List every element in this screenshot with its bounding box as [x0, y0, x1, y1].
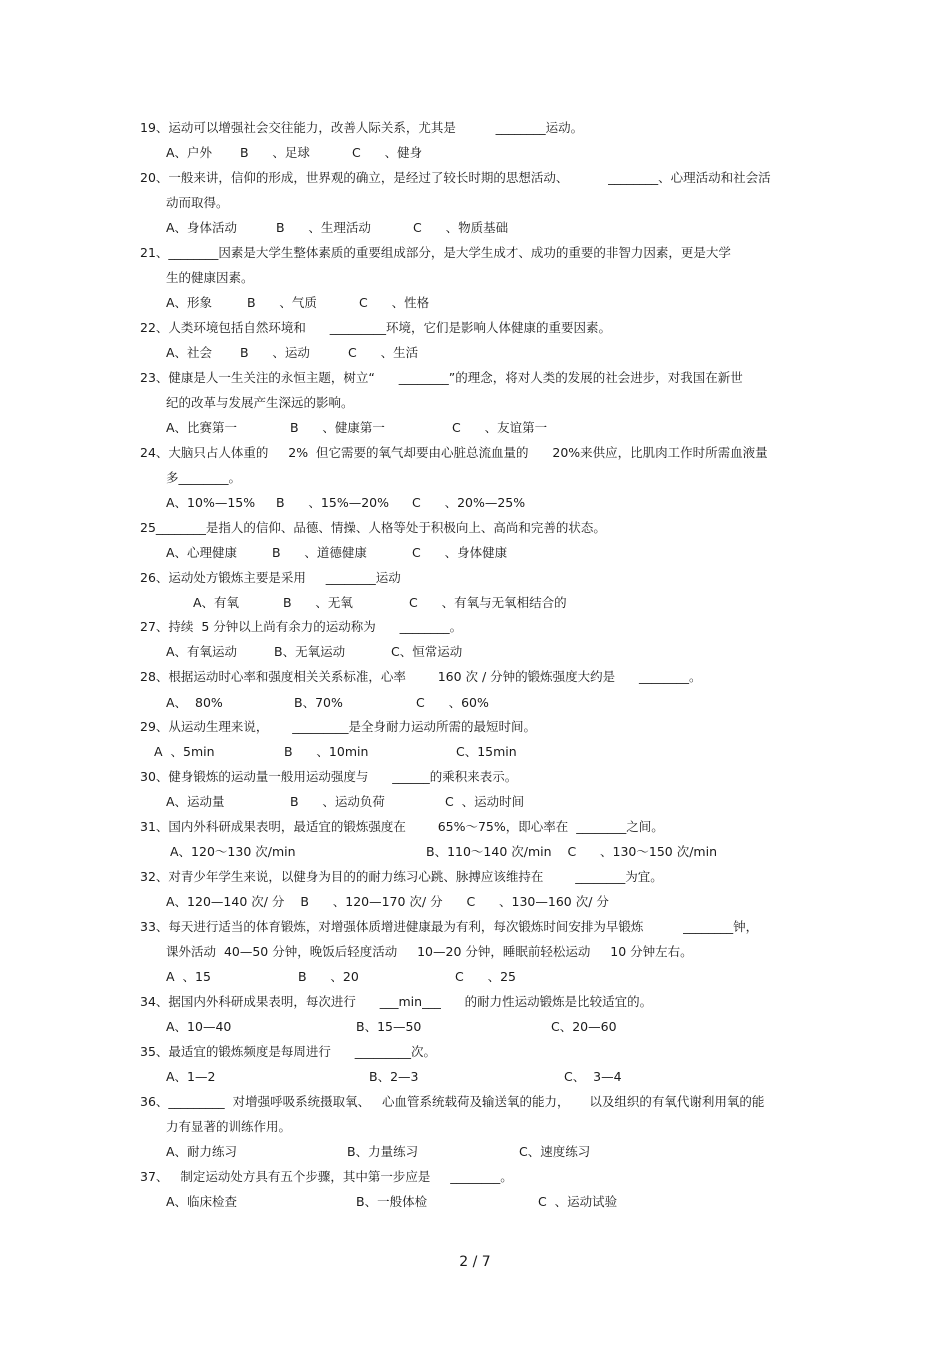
options-23 [166, 420, 548, 436]
option-c: C 、生活 [348, 345, 419, 360]
option-a: A、身体活动 [166, 220, 238, 235]
page-number: 2 / 7 [459, 1254, 491, 1270]
option-b: B、无氧运动 [274, 644, 346, 659]
question-36: 36、_________ 对增强呼吸系统摄取氧、 心血管系统载荷及输送氧的能力， 以及组织的有氧代谢利用氧的能 [140, 1094, 765, 1109]
question-24: 24、大脑只占人体重的 2% 但它需要的氧气却要由心脏总流血量的 20%来供应，比肌肉工作时所需血液量 [140, 445, 768, 460]
option-c: C、 3—4 [564, 1069, 622, 1084]
option-c: C 、友谊第一 [452, 420, 548, 435]
option-c: C 、身体健康 [412, 545, 508, 560]
options-19 [166, 145, 423, 161]
option-a: A、10%—15% [166, 495, 256, 510]
options-35 [166, 1069, 622, 1085]
option-a: A、户外 [166, 145, 213, 160]
option-a: A、1—2 [166, 1069, 216, 1084]
question-31: 31、国内外科研成果表明，最适宜的锻炼强度在 65%～75%，即心率在 ________之间。 [140, 819, 664, 834]
option-a: A、临床检查 [166, 1194, 238, 1209]
option-c: C、15min [456, 744, 517, 759]
options-21 [166, 295, 430, 311]
options-27 [166, 644, 463, 660]
option-b: B、一般体检 [356, 1194, 428, 1209]
option-b: B 、健康第一 [290, 420, 385, 435]
question-28: 28、根据运动时心率和强度相关关系标准，心率 160 次 / 分钟的锻炼强度大约是 ________。 [140, 669, 702, 684]
question-33: 33、每天进行适当的体育锻炼，对增强体质增进健康最为有利，每次锻炼时间安排为早锻炼 ________钟， [140, 919, 759, 934]
option-c: C 、运动试验 [538, 1194, 618, 1209]
question-29: 29、从运动生理来说， _________是全身耐力运动所需的最短时间。 [140, 719, 536, 734]
question-26: 26、运动处方锻炼主要是采用 ________运动 [140, 570, 401, 585]
option-b: B 、无氧 [283, 595, 353, 610]
options-36 [166, 1144, 591, 1160]
options-34 [166, 1019, 617, 1035]
options-30 [166, 794, 525, 810]
question-23-cont: 纪的改革与发展产生深远的影响。 [166, 395, 354, 410]
options-28 [166, 695, 489, 711]
question-33-cont: 课外活动 40—50 分钟，晚饭后轻度活动 10—20 分钟，睡眠前轻松运动 10 分钟左右。 [166, 944, 693, 959]
option-a: A、比赛第一 [166, 420, 238, 435]
option-c: C、速度练习 [519, 1144, 591, 1159]
question-21: 21、________因素是大学生整体素质的重要组成部分，是大学生成才、成功的重要的非智力因素，更是大学 [140, 245, 731, 260]
option-c: C 、运动时间 [445, 794, 525, 809]
question-21-cont: 生的健康因素。 [166, 270, 254, 285]
option-c: C 、20%—25% [412, 495, 526, 510]
options-26 [193, 595, 567, 611]
question-35: 35、最适宜的锻炼频度是每周进行 _________次。 [140, 1044, 436, 1059]
option-a: A、 80% [166, 695, 223, 710]
option-a-b-c: A、120—140 次/ 分 B 、120—170 次/ 分 C 、130—160 次/ 分 [166, 894, 609, 909]
option-b: B 、10min [284, 744, 369, 759]
question-19: 19、运动可以增强社会交往能力，改善人际关系，尤其是 ________运动。 [140, 120, 584, 135]
option-c: C 、有氧与无氧相结合的 [409, 595, 567, 610]
options-25 [166, 545, 508, 561]
option-a: A、10—40 [166, 1019, 232, 1034]
options-22 [166, 345, 419, 361]
options-37 [166, 1194, 618, 1210]
question-23: 23、健康是人一生关注的永恒主题，树立“ ________”的理念，将对人类的发展的社会进步，对我国在新世 [140, 370, 743, 385]
option-a: A、有氧 [193, 595, 240, 610]
question-25: 25________是指人的信仰、品德、情操、人格等处于积极向上、高尚和完善的状态。 [140, 520, 606, 535]
option-c: C 、60% [416, 695, 489, 710]
option-b: B、70% [294, 695, 343, 710]
options-29 [154, 744, 517, 760]
option-a: A、运动量 [166, 794, 225, 809]
question-24-cont: 多________。 [166, 470, 242, 485]
option-b: B 、运动 [240, 345, 310, 360]
question-37: 37、 制定运动处方具有五个步骤，其中第一步应是 ________。 [140, 1169, 513, 1184]
option-c: C、恒常运动 [391, 644, 463, 659]
question-27: 27、持续 5 分钟以上尚有余力的运动称为 ________。 [140, 619, 463, 634]
option-b: B、15—50 [356, 1019, 422, 1034]
option-c: C 、健身 [352, 145, 423, 160]
options-20 [166, 220, 509, 236]
option-b: B 、20 [298, 969, 359, 984]
option-a: A、社会 [166, 345, 213, 360]
option-b: B、2—3 [369, 1069, 419, 1084]
option-a: A、120～130 次/min [170, 844, 296, 859]
option-a: A 、15 [166, 969, 211, 984]
question-22: 22、人类环境包括自然环境和 _________环境，它们是影响人体健康的重要因素。 [140, 320, 611, 335]
options-33 [166, 969, 516, 985]
option-a: A、心理健康 [166, 545, 238, 560]
option-c: C、20—60 [551, 1019, 617, 1034]
option-b: B 、15%—20% [276, 495, 389, 510]
option-b-c: B、110～140 次/min C 、130～150 次/min [426, 844, 717, 859]
options-24 [166, 495, 526, 511]
option-b: B 、气质 [247, 295, 317, 310]
options-32 [166, 894, 609, 910]
option-c: C 、物质基础 [413, 220, 509, 235]
options-31 [166, 844, 717, 860]
question-20: 20、一般来讲，信仰的形成，世界观的确立，是经过了较长时期的思想活动、 ________、心理活动和社会活 [140, 170, 771, 185]
option-c: C 、25 [455, 969, 516, 984]
option-b: B 、道德健康 [272, 545, 367, 560]
question-30: 30、健身锻炼的运动量一般用运动强度与 ______的乘积来表示。 [140, 769, 518, 784]
option-c: C 、性格 [359, 295, 430, 310]
question-34: 34、据国内外科研成果表明，每次进行 ___min___ 的耐力性运动锻炼是比较适宜的。 [140, 994, 653, 1009]
option-a: A 、5min [154, 744, 215, 759]
option-b: B 、运动负荷 [290, 794, 385, 809]
option-b: B 、足球 [240, 145, 310, 160]
option-a: A、形象 [166, 295, 213, 310]
question-36-cont: 力有显著的训练作用。 [166, 1119, 292, 1134]
option-b: B 、生理活动 [276, 220, 371, 235]
question-32: 32、对青少年学生来说，以健身为目的的耐力练习心跳、脉搏应该维持在 ________为宜。 [140, 869, 663, 884]
option-a: A、有氧运动 [166, 644, 238, 659]
question-20-cont: 动而取得。 [166, 195, 229, 210]
option-b: B、力量练习 [347, 1144, 419, 1159]
option-a: A、耐力练习 [166, 1144, 238, 1159]
